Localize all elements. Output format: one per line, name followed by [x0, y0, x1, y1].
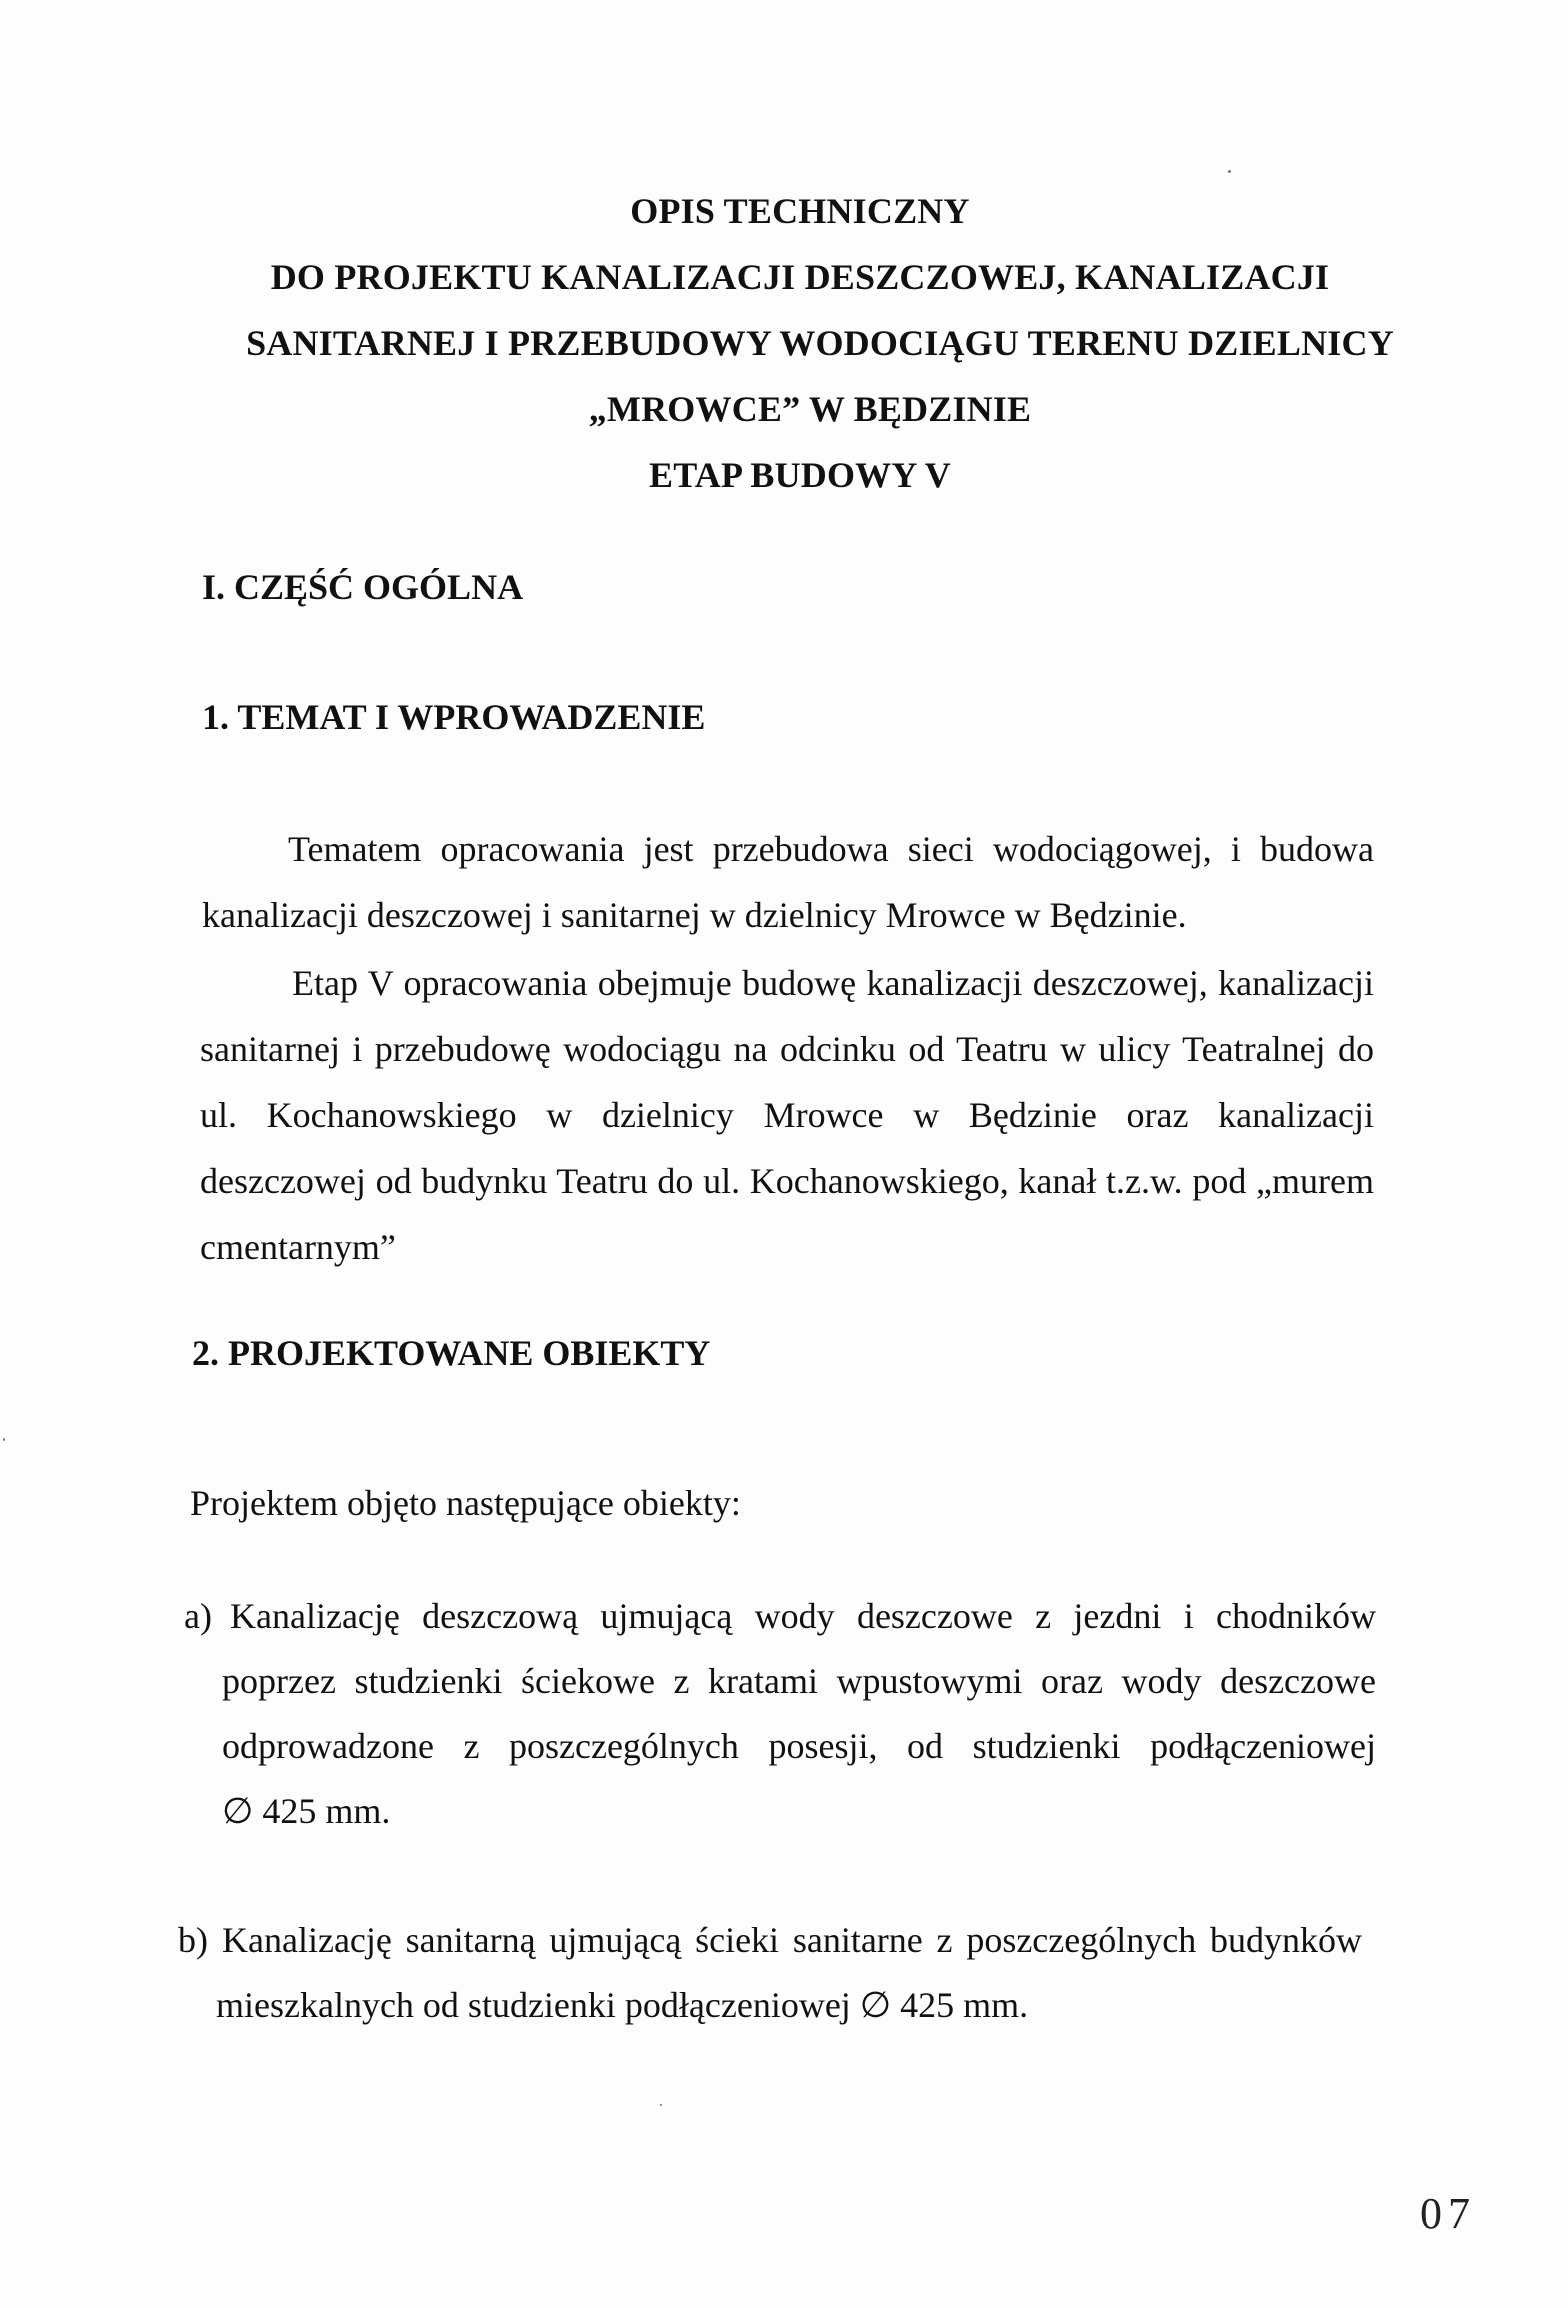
list-item-a	[184, 1584, 1376, 1854]
scan-speck	[3, 1438, 5, 1441]
list-label: a)	[184, 1596, 212, 1636]
title-line: DO PROJEKTU KANALIZACJI DESZCZOWEJ, KANALIZACJI	[270, 257, 1330, 297]
list-line: mieszkalnych od studzienki podłączeniowej ∅ 425 mm.	[216, 1985, 1029, 2025]
list-body	[222, 1908, 1362, 1973]
paragraph-2	[200, 950, 1374, 1280]
paragraph-line: kanalizacji deszczowej i sanitarnej w dzielnicy Mrowce w Będzinie.	[202, 895, 1187, 935]
title-line: OPIS TECHNICZNY	[630, 191, 970, 231]
intro-sentence	[190, 1470, 741, 1536]
list-item-b	[178, 1908, 1362, 2048]
list-line: Kanalizację sanitarną ujmującą ścieki sanitarne z poszczególnych budynków	[222, 1920, 1362, 1960]
paragraph-line: deszczowej od budynku Teatru do ul. Kochanowskiego, kanał t.z.w. pod „murem	[200, 1161, 1374, 1201]
list-body-continued	[222, 1649, 1376, 1844]
list-line: ∅ 425 mm.	[222, 1791, 391, 1831]
subsection-heading-2: 2. PROJEKTOWANE OBIEKTY	[192, 1333, 711, 1373]
intro-line: Projektem objęto następujące obiekty:	[190, 1483, 741, 1523]
scan-speck	[1228, 170, 1231, 173]
scan-speck	[660, 2104, 662, 2106]
list-line: Kanalizację deszczową ujmującą wody deszczowe z jezdni i chodników	[230, 1596, 1376, 1636]
paragraph-line: Tematem opracowania jest przebudowa sieci wodociągowej, i budowa	[288, 829, 1374, 869]
list-label: b)	[178, 1920, 208, 1960]
paragraph-line: Etap V opracowania obejmuje budowę kanalizacji deszczowej, kanalizacji	[292, 963, 1374, 1003]
title-line: ETAP BUDOWY V	[649, 455, 951, 495]
section-heading: I. CZĘŚĆ OGÓLNA	[202, 567, 524, 607]
list-body-continued	[216, 1973, 1362, 2038]
title-line: SANITARNEJ I PRZEBUDOWY WODOCIĄGU TERENU DZIELNICY	[246, 323, 1394, 363]
paragraph-1	[202, 816, 1374, 948]
document-title	[200, 178, 1400, 508]
paragraph-line: ul. Kochanowskiego w dzielnicy Mrowce w Będzinie oraz kanalizacji	[200, 1095, 1374, 1135]
title-line: „MROWCE” W BĘDZINIE	[588, 389, 1032, 429]
list-line: odprowadzone z poszczególnych posesji, od studzienki podłączeniowej	[222, 1726, 1376, 1766]
paragraph-line: sanitarnej i przebudowę wodociągu na odcinku od Teatru w ulicy Teatralnej do	[200, 1029, 1374, 1069]
paragraph-line: cmentarnym”	[200, 1227, 396, 1267]
page-number: 07	[1420, 2189, 1476, 2238]
list-body	[230, 1584, 1376, 1649]
subsection-heading-1: 1. TEMAT I WPROWADZENIE	[202, 697, 706, 737]
list-line: poprzez studzienki ściekowe z kratami wpustowymi oraz wody deszczowe	[222, 1661, 1376, 1701]
